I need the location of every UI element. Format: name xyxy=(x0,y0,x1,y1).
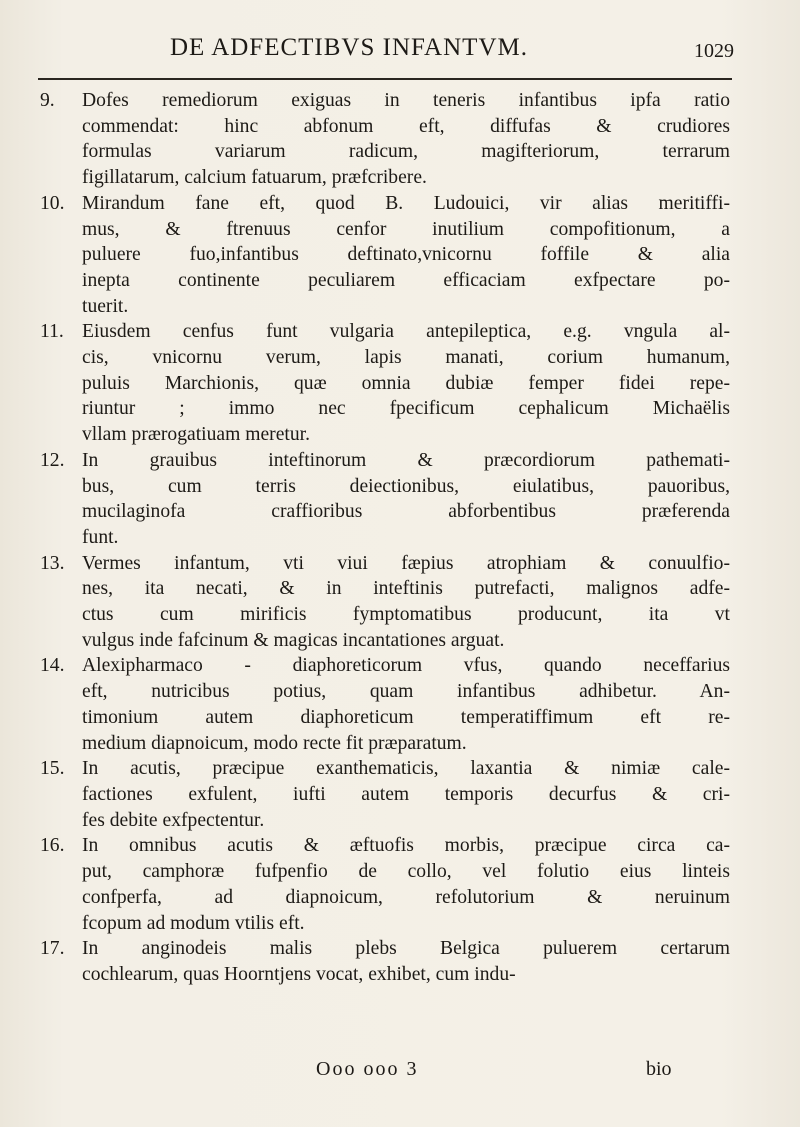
text-line: Mirandum fane eft, quod B. Ludouici, vir alias meritiffi- xyxy=(82,192,730,214)
paragraph-number: 11. xyxy=(40,321,64,343)
paragraph-number: 12. xyxy=(40,449,65,471)
text-line: fcopum ad modum vtilis eft. xyxy=(82,912,305,934)
text-line: vllam prærogatiuam meretur. xyxy=(82,424,310,446)
text-line: Alexipharmaco - diaphoreticorum vfus, quando neceffarius xyxy=(82,655,730,677)
text-line: cis, vnicornu verum, lapis manati, corium humanum, xyxy=(82,347,730,369)
paragraph-14 xyxy=(40,653,730,756)
page-body xyxy=(40,88,730,988)
text-line: timonium autem diaphoreticum temperatiffimum eft re- xyxy=(82,706,730,728)
paragraph-number: 15. xyxy=(40,758,65,780)
paragraph-number: 17. xyxy=(40,938,65,960)
text-line: Eiusdem cenfus funt vulgaria antepileptica, e.g. vngula al- xyxy=(82,321,730,343)
text-line: confperfa, ad diapnoicum, refolutorium & neruinum xyxy=(82,886,730,908)
paragraph-10 xyxy=(40,191,730,320)
text-line: In omnibus acutis & æftuofis morbis, præcipue circa ca- xyxy=(82,835,730,857)
text-line: ctus cum mirificis fymptomatibus producunt, ita vt xyxy=(82,604,730,626)
text-line: figillatarum, calcium fatuarum, præfcribere. xyxy=(82,167,427,189)
text-line: In acutis, præcipue exanthematicis, laxantia & nimiæ cale- xyxy=(82,758,730,780)
text-line: inepta continente peculiarem efficaciam exfpectare po- xyxy=(82,269,730,291)
text-line: puluere fuo,infantibus deftinato,vnicornu foffile & alia xyxy=(82,244,730,266)
text-line: cochlearum, quas Hoorntjens vocat, exhibet, cum indu- xyxy=(82,963,516,985)
text-line: factiones exfulent, iufti autem temporis decurfus & cri- xyxy=(82,783,730,805)
paragraph-15 xyxy=(40,756,730,833)
paragraph-number: 14. xyxy=(40,655,65,677)
paragraph-16 xyxy=(40,833,730,936)
paragraph-number: 10. xyxy=(40,192,65,214)
text-line: nes, ita necati, & in inteftinis putrefacti, malignos adfe- xyxy=(82,578,730,600)
header-rule xyxy=(38,78,732,80)
paragraph-number: 16. xyxy=(40,835,65,857)
text-line: eft, nutricibus potius, quam infantibus adhibetur. An- xyxy=(82,681,730,703)
paragraph-9 xyxy=(40,88,730,191)
page-number: 1029 xyxy=(694,40,734,62)
catchword: bio xyxy=(646,1058,672,1080)
text-line: Dofes remediorum exiguas in teneris infantibus ipfa ratio xyxy=(82,90,730,111)
paragraph-number: 13. xyxy=(40,552,65,574)
paragraph-11 xyxy=(40,319,730,448)
text-line: medium diapnoicum, modo recte fit præparatum. xyxy=(82,732,467,754)
text-line: mucilaginofa craffioribus abforbentibus præferenda xyxy=(82,501,730,523)
text-line: tuerit. xyxy=(82,295,129,317)
text-line: In anginodeis malis plebs Belgica puluerem certarum xyxy=(82,938,730,960)
text-line: In grauibus inteftinorum & præcordiorum pathemati- xyxy=(82,449,730,471)
text-line: fes debite exfpectentur. xyxy=(82,809,265,831)
text-line: bus, cum terris deiectionibus, eiulatibus, pauoribus, xyxy=(82,475,730,497)
text-line: Vermes infantum, vti viui fæpius atrophiam & conuulfio- xyxy=(82,552,730,574)
running-title: DE ADFECTIBVS INFANTVM. xyxy=(170,34,528,61)
text-line: puluis Marchionis, quæ omnia dubiæ femper fidei repe- xyxy=(82,372,730,394)
paragraph-13 xyxy=(40,551,730,654)
text-line: put, camphoræ fufpenfio de collo, vel folutio eius linteis xyxy=(82,861,730,883)
text-line: vulgus inde fafcinum & magicas incantationes arguat. xyxy=(82,629,505,651)
signature-mark: Ooo ooo 3 xyxy=(316,1058,419,1080)
text-line: riuntur ; immo nec fpecificum cephalicum Michaëlis xyxy=(82,398,730,420)
text-line: formulas variarum radicum, magifteriorum, terrarum xyxy=(82,141,730,163)
text-line: commendat: hinc abfonum eft, diffufas & crudiores xyxy=(82,115,730,137)
text-line: funt. xyxy=(82,526,119,548)
paragraph-12 xyxy=(40,448,730,551)
text-line: mus, & ftrenuus cenfor inutilium compofitionum, a xyxy=(82,218,730,240)
paragraph-17 xyxy=(40,936,730,987)
paragraph-number: 9. xyxy=(40,90,55,111)
